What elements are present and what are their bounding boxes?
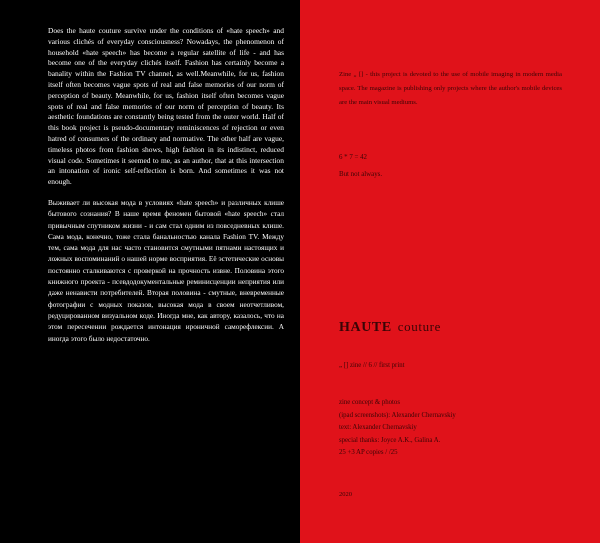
credit-line: (ipad screenshots): Alexander Chernavskiy (339, 411, 456, 419)
credit-line: zine concept & photos (339, 399, 400, 406)
credit-line: 25 +3 AP copies / /25 (339, 449, 398, 456)
year: 2020 (339, 491, 352, 498)
russian-paragraph: Выживает ли высокая мода в условиях «hate speech» и различных клише бытового сознания? В наше время феномен бытовой «hate speech» стал привычным спутником жизни - и сам стал одним из повседневных клише. Сама мода, конечно, тоже стала банальностью канала Fashion TV. Между тем, сама мода для нас часто становится смутными пятнами настоящих и ложных воспоминаний о нашей норме восприятия. Её эстетические основы постоянно сталкиваются с проверкой на прочность извне. Половина этого книжного проекта - псевдодокументальные реминисценции неприятия или даже ненависти потребителей. Вторая половина - смутные, вневременные фотографии с модных показов, высокая мода в своем неотчетливом, редуцированном визуальном коде. Иногда мне, как автору, казалось, что на этом пересечении рождается интонация ироничной саморефлексии. А иногда этого было недостаточно. (48, 198, 284, 343)
credit-line: text: Alexander Chernavskiy (339, 424, 417, 431)
formula-text: 6 * 7 = 42 (339, 154, 368, 161)
credits-list (339, 397, 456, 460)
zine-description: Zine „ [] - this project is devoted to the use of mobile imaging in modern media space. The magazine is publishing only projects where the author's mobile devices are the main visual mediums. (339, 71, 562, 106)
issue-line: „ [] zine // 6 // first print (339, 362, 405, 369)
right-page (300, 0, 600, 543)
magazine-title-sub: couture (397, 319, 441, 334)
tagline: But not always. (339, 171, 383, 178)
credit-line: special thanks: Joyce A.K., Galina A. (339, 436, 441, 444)
english-paragraph: Does the haute couture survive under the conditions of «hate speech» and various clichés of everyday consciousness? Nowadays, the phenomenon of household «hate speech» has become a regular satellite of life - and has become one of the everyday clichés itself. Fashion has certainly become a banality within the Fashion TV channel, as well.Meanwhile, for us, fashion itself often becomes vague spots of real and false memories of our norm of perception of beauty. Meanwhile, for us, fashion itself often becomes vague spots of real and false memories of our norm of perception of beauty. Its aesthetic foundations are constantly being tested from the outer world. Half of this book project is pseudo-documentary reminiscences of rejection or even hatred of consumers of the ordinary and normative. The other half are vague, timeless photos from fashion shows, high fashion in its indistinct, reduced visual code. Sometimes it seemed to me, as an author, that at this intersection an intonation of ironic self-reflection is born. And sometimes it was not enough. (48, 26, 284, 187)
magazine-title (339, 319, 441, 336)
magazine-title-word: HAUTE (339, 320, 392, 335)
